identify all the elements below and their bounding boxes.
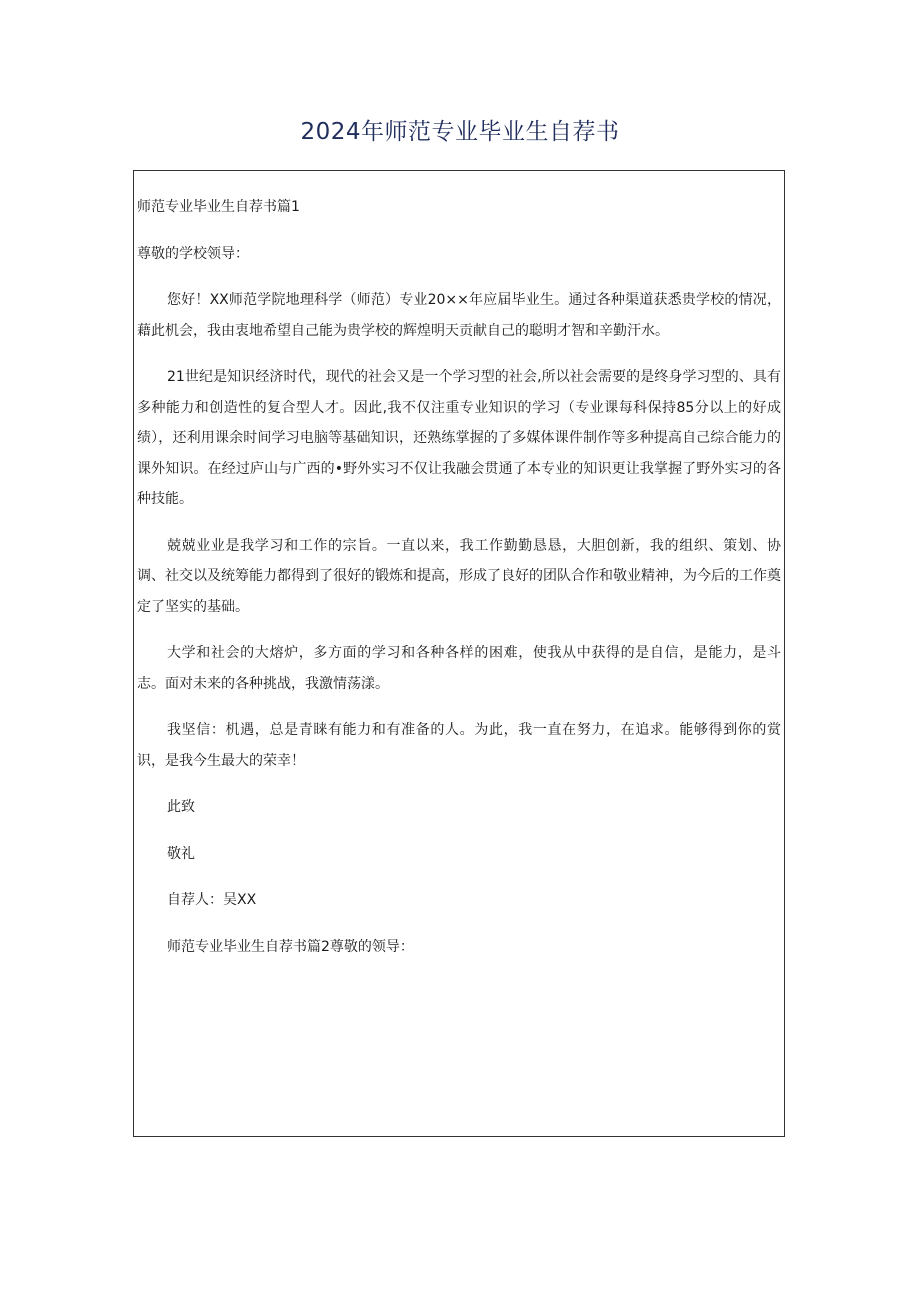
section-heading: 师范专业毕业生自荐书篇1 bbox=[137, 199, 300, 215]
letter-body bbox=[137, 192, 781, 962]
document-title: 2024年师范专业毕业生自荐书 bbox=[300, 119, 620, 145]
content-box bbox=[133, 170, 785, 1137]
section-heading-next: 师范专业毕业生自荐书篇2尊敬的领导： bbox=[167, 938, 414, 955]
signature: 自荐人：吴XX bbox=[167, 892, 257, 908]
paragraph: 我坚信：机遇，总是青睐有能力和有准备的人。为此，我一直在努力，在追求。能够得到你的赏识，是我今生最大的荣幸！ bbox=[137, 722, 781, 769]
paragraph: 21世纪是知识经济时代，现代的社会又是一个学习型的社会,所以社会需要的是终身学习型的、具有多种能力和创造性的复合型人才。因此,我不仅注重专业知识的学习（专业课每科保持85分以上的好成绩），还利用课余时间学习电脑等基础知识，还熟练掌握的了多媒体课件制作等多种提高自己综合能力的课外知识。在经过庐山与广西的•野外实习不仅让我融会贯通了本专业的知识更让我掌握了野外实习的各种技能。 bbox=[137, 369, 781, 507]
paragraph: 您好！XX师范学院地理科学（师范）专业20××年应届毕业生。通过各种渠道获悉贵学校的情况，藉此机会，我由衷地希望自己能为贵学校的辉煌明天贡献自己的聪明才智和辛勤汗水。 bbox=[137, 292, 781, 339]
greeting: 尊敬的学校领导： bbox=[137, 245, 249, 262]
paragraph: 大学和社会的大熔炉，多方面的学习和各种各样的困难，使我从中获得的是自信，是能力，是斗志。面对未来的各种挑战，我激情荡漾。 bbox=[137, 645, 781, 692]
closing-phrase: 此致 bbox=[167, 799, 195, 815]
closing-salute: 敬礼 bbox=[167, 845, 195, 862]
paragraph: 兢兢业业是我学习和工作的宗旨。一直以来，我工作勤勤恳恳，大胆创新，我的组织、策划、协调、社交以及统筹能力都得到了很好的锻炼和提高，形成了良好的团队合作和敬业精神，为今后的工作奠定了坚实的基础。 bbox=[137, 537, 781, 615]
